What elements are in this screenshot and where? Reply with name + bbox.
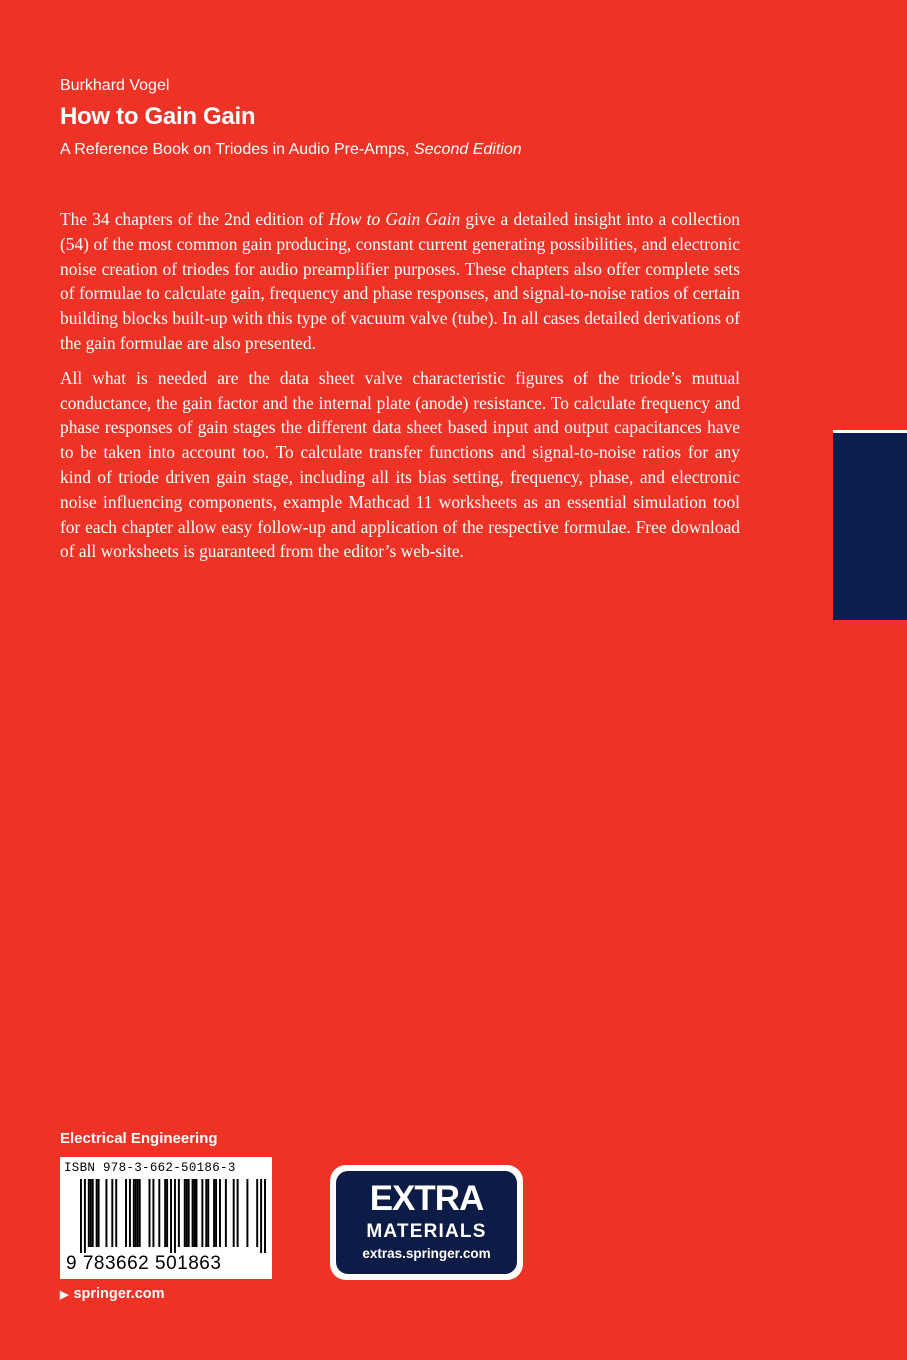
barcode-bar bbox=[192, 1179, 194, 1247]
edition-label: Second Edition bbox=[413, 141, 522, 158]
barcode-bar bbox=[125, 1179, 127, 1247]
isbn-label: ISBN 978-3-662-50186-3 bbox=[64, 1161, 236, 1175]
barcode-bar bbox=[96, 1179, 98, 1247]
barcode-bar bbox=[225, 1179, 227, 1247]
description-text: The 34 chapters of the 2nd edition of bbox=[60, 209, 329, 229]
subtitle-text: A Reference Book on Triodes in Audio Pre-Amps, bbox=[60, 141, 410, 158]
barcode-bar bbox=[207, 1179, 209, 1247]
description-paragraph bbox=[60, 207, 740, 356]
badge-extra-text: EXTRA bbox=[369, 1179, 484, 1218]
book-description bbox=[60, 207, 740, 574]
color-tab bbox=[833, 430, 907, 620]
badge-url: extras.springer.com bbox=[362, 1246, 491, 1261]
barcode-bar bbox=[196, 1179, 198, 1247]
barcode-bar bbox=[115, 1179, 117, 1247]
barcode-bar bbox=[178, 1179, 180, 1247]
barcode-bar bbox=[139, 1179, 141, 1247]
springer-link-text: springer.com bbox=[73, 1286, 165, 1302]
subject-category: Electrical Engineering bbox=[60, 1130, 218, 1147]
extra-materials-badge[interactable] bbox=[330, 1165, 523, 1280]
book-title: How to Gain Gain bbox=[60, 103, 256, 130]
book-subtitle bbox=[60, 139, 522, 161]
barcode-bar bbox=[215, 1179, 217, 1247]
barcode-bar bbox=[260, 1179, 262, 1253]
isbn-barcode bbox=[60, 1157, 272, 1279]
barcode-bar bbox=[92, 1179, 94, 1247]
barcode-bar bbox=[111, 1179, 113, 1247]
barcode-bar bbox=[246, 1179, 248, 1247]
barcode-bar bbox=[98, 1179, 100, 1247]
barcode-bar bbox=[166, 1179, 168, 1247]
barcode-bar bbox=[256, 1179, 258, 1247]
description-text: give a detailed insight into a collection (54) of the most common gain producing, constant current generating possibilities, and electronic noise creation of triodes for audio preamplifier purposes. These chapters also offer complete sets of formulae to calculate gain, frequency and phase responses, and signal-to-noise ratios of certain building blocks built-up with this type of vacuum valve (tube). In all cases detailed derivations of the gain formulae are also presented. bbox=[60, 209, 740, 353]
barcode-bar bbox=[80, 1179, 82, 1253]
barcode-bar bbox=[188, 1179, 190, 1247]
barcode-bar bbox=[137, 1179, 139, 1247]
author-name: Burkhard Vogel bbox=[60, 77, 170, 94]
barcode-bar bbox=[105, 1179, 107, 1247]
barcode-bar bbox=[219, 1179, 221, 1247]
barcode-bar bbox=[129, 1179, 131, 1247]
barcode-bar bbox=[213, 1179, 215, 1247]
barcode-bar bbox=[186, 1179, 188, 1247]
barcode-bar bbox=[164, 1179, 166, 1247]
barcode-bar bbox=[170, 1179, 172, 1253]
barcode-bars bbox=[80, 1179, 266, 1253]
barcode-number: 9 783662 501863 bbox=[66, 1253, 222, 1274]
barcode-bar bbox=[194, 1179, 196, 1247]
badge-materials-text: MATERIALS bbox=[366, 1221, 487, 1242]
barcode-bar bbox=[201, 1179, 203, 1247]
barcode-bar bbox=[149, 1179, 151, 1247]
barcode-bar bbox=[158, 1179, 160, 1247]
description-title-italic: How to Gain Gain bbox=[328, 209, 461, 229]
barcode-bar bbox=[184, 1179, 186, 1247]
barcode-bar bbox=[233, 1179, 235, 1247]
barcode-bar bbox=[88, 1179, 90, 1247]
barcode-bar bbox=[205, 1179, 207, 1247]
barcode-bar bbox=[90, 1179, 92, 1247]
barcode-bar bbox=[174, 1179, 176, 1253]
barcode-bar bbox=[84, 1179, 86, 1253]
arrow-right-icon: ▶ bbox=[60, 1289, 69, 1301]
barcode-bar bbox=[152, 1179, 154, 1247]
barcode-bar bbox=[135, 1179, 137, 1247]
barcode-bar bbox=[237, 1179, 239, 1247]
barcode-bar bbox=[133, 1179, 135, 1247]
springer-link[interactable] bbox=[60, 1285, 165, 1304]
barcode-bar bbox=[264, 1179, 266, 1253]
badge-inner bbox=[336, 1171, 517, 1274]
description-paragraph: All what is needed are the data sheet valve characteristic figures of the triode’s mutual conductance, the gain factor and the internal plate (anode) resistance. To calculate frequency and phase responses of gain stages the different data sheet based input and output capacitances have to be taken into account too. To calculate transfer functions and signal-to-noise ratios for any kind of triode driven gain stage, including all its bias setting, frequency, phase, and electronic noise influencing components, example Mathcad 11 worksheets as an essential simulation tool for each chapter allow easy follow-up and application of the respective formulae. Free download of all worksheets is guaranteed from the editor’s web-site. bbox=[60, 367, 740, 562]
